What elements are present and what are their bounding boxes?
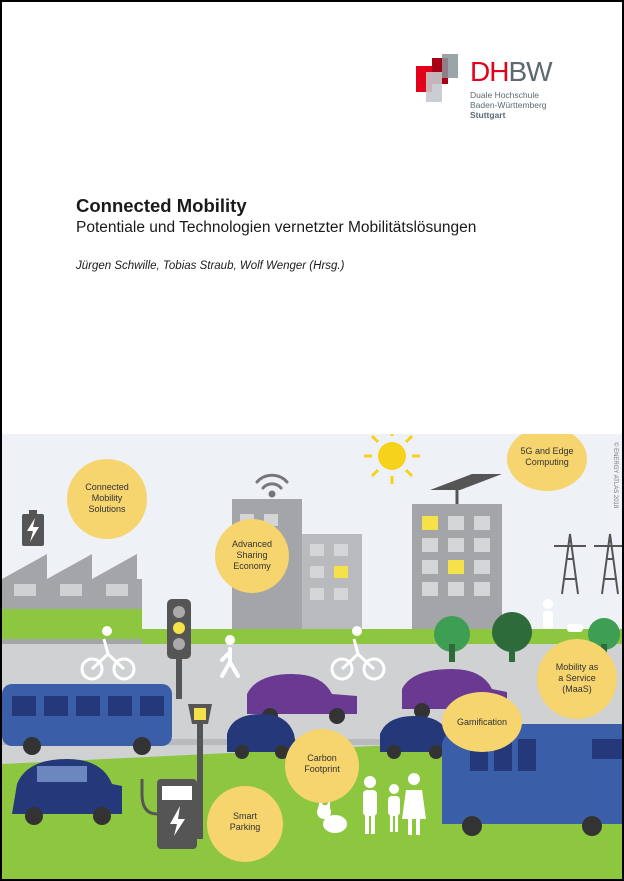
bubble-line: 5G and Edge — [520, 446, 574, 456]
bubble-line: Gamification — [456, 717, 508, 727]
bubble-line: Advanced — [231, 539, 273, 549]
dhbw-logo-mark — [412, 52, 468, 102]
dhbw-logo — [412, 52, 572, 132]
bubble-line: Solutions — [88, 504, 126, 514]
book-title: Connected Mobility — [76, 195, 247, 216]
pedestrian-head — [225, 635, 235, 645]
bubble-line: Economy — [233, 561, 271, 571]
bubble-smart-parking — [207, 786, 283, 862]
bubble-connected-mobility — [67, 459, 147, 539]
bus-icon — [2, 684, 172, 755]
bubble-line: Computing — [525, 457, 569, 467]
bubble-line: a Service — [558, 673, 596, 683]
bubble-text-0 — [85, 482, 129, 514]
city-illustration — [2, 434, 622, 879]
bubble-line: Parking — [229, 822, 261, 832]
book-authors: Jürgen Schwille, Tobias Straub, Wolf Wenger (Hrsg.) — [76, 260, 345, 272]
bubble-line: (MaaS) — [562, 684, 592, 694]
battery-icon — [22, 510, 44, 546]
bubble-text-5 — [304, 753, 340, 774]
illustration-credit: © ENERGY ATLAS 2018 — [612, 442, 618, 509]
bubble-line: Connected — [85, 482, 129, 492]
bubble-line: Mobility — [91, 493, 123, 503]
bubble-gamification — [442, 692, 522, 752]
bubble-advanced-sharing — [215, 519, 289, 593]
brand-wordmark — [470, 58, 552, 86]
bubble-maas — [537, 639, 617, 719]
book-subtitle: Potentiale und Technologien vernetzter Mobilitätslösungen — [76, 219, 477, 236]
logo-line-1: Duale Hochschule — [470, 90, 539, 100]
bubble-text-4 — [457, 717, 507, 727]
logo-subtitle — [470, 90, 547, 120]
bubble-text-1 — [232, 539, 272, 571]
bubble-text-2 — [520, 446, 573, 467]
brand-bw: BW — [508, 56, 552, 87]
bubble-line: Footprint — [304, 764, 340, 774]
bubble-line: Carbon — [307, 753, 337, 763]
brand-dh: DH — [470, 56, 509, 87]
cyclist-2-head — [352, 626, 362, 636]
logo-line-3: Stuttgart — [470, 110, 506, 120]
bubble-carbon-footprint — [285, 729, 359, 803]
bubble-line: Smart — [232, 811, 258, 821]
bubble-line: Sharing — [236, 550, 268, 560]
logo-line-2: Baden-Württemberg — [470, 100, 547, 110]
cyclist-head — [102, 626, 112, 636]
bubble-text-6 — [230, 811, 261, 832]
city-scene — [2, 434, 622, 879]
bubble-line: Mobility as — [555, 662, 599, 672]
